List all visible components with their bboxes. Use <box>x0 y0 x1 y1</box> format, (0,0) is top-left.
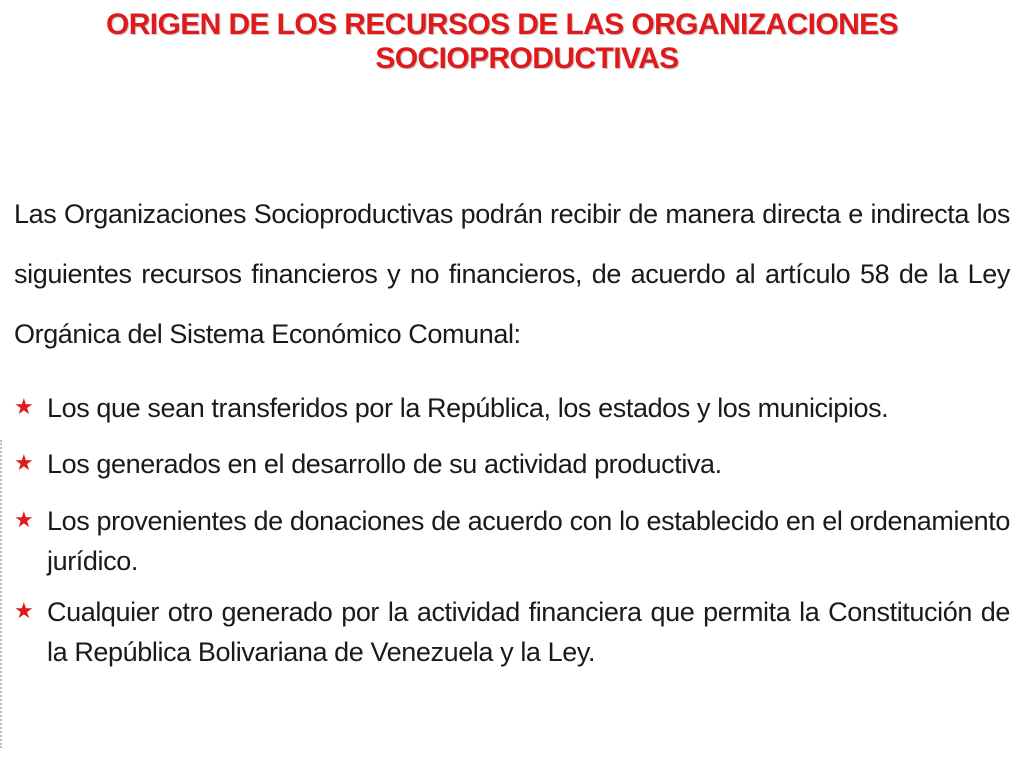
resource-list <box>14 388 1010 672</box>
star-icon: ★ <box>14 395 34 420</box>
list-item <box>14 501 1010 581</box>
slide-title <box>0 8 1024 75</box>
list-item <box>14 592 1010 672</box>
list-item-text: Cualquier otro generado por la actividad financiera que permita la Constitución de la República Bolivariana de Venezuela y la Ley. <box>47 597 1010 667</box>
left-dotted-rule <box>0 440 2 748</box>
slide-title-line-2: SOCIOPRODUCTIVAS <box>375 41 679 75</box>
list-item <box>14 388 1010 428</box>
star-icon: ★ <box>14 451 34 476</box>
list-item-text: Los generados en el desarrollo de su actividad productiva. <box>47 449 722 479</box>
list-item-text: Los provenientes de donaciones de acuerdo con lo establecido en el ordenamiento jurídico. <box>47 506 1010 576</box>
star-icon: ★ <box>14 599 34 624</box>
star-icon: ★ <box>14 508 34 533</box>
intro-paragraph: Las Organizaciones Socioproductivas podrán recibir de manera directa e indirecta los siguientes recursos financieros y no financieros, de acuerdo al artículo 58 de la Ley Orgánica del Sistema Económico Comunal: <box>14 199 1010 349</box>
list-item <box>14 444 1010 484</box>
list-item-text: Los que sean transferidos por la República, los estados y los municipios. <box>47 393 889 423</box>
slide-title-line-1: ORIGEN DE LOS RECURSOS DE LAS ORGANIZACIONES <box>105 8 898 41</box>
